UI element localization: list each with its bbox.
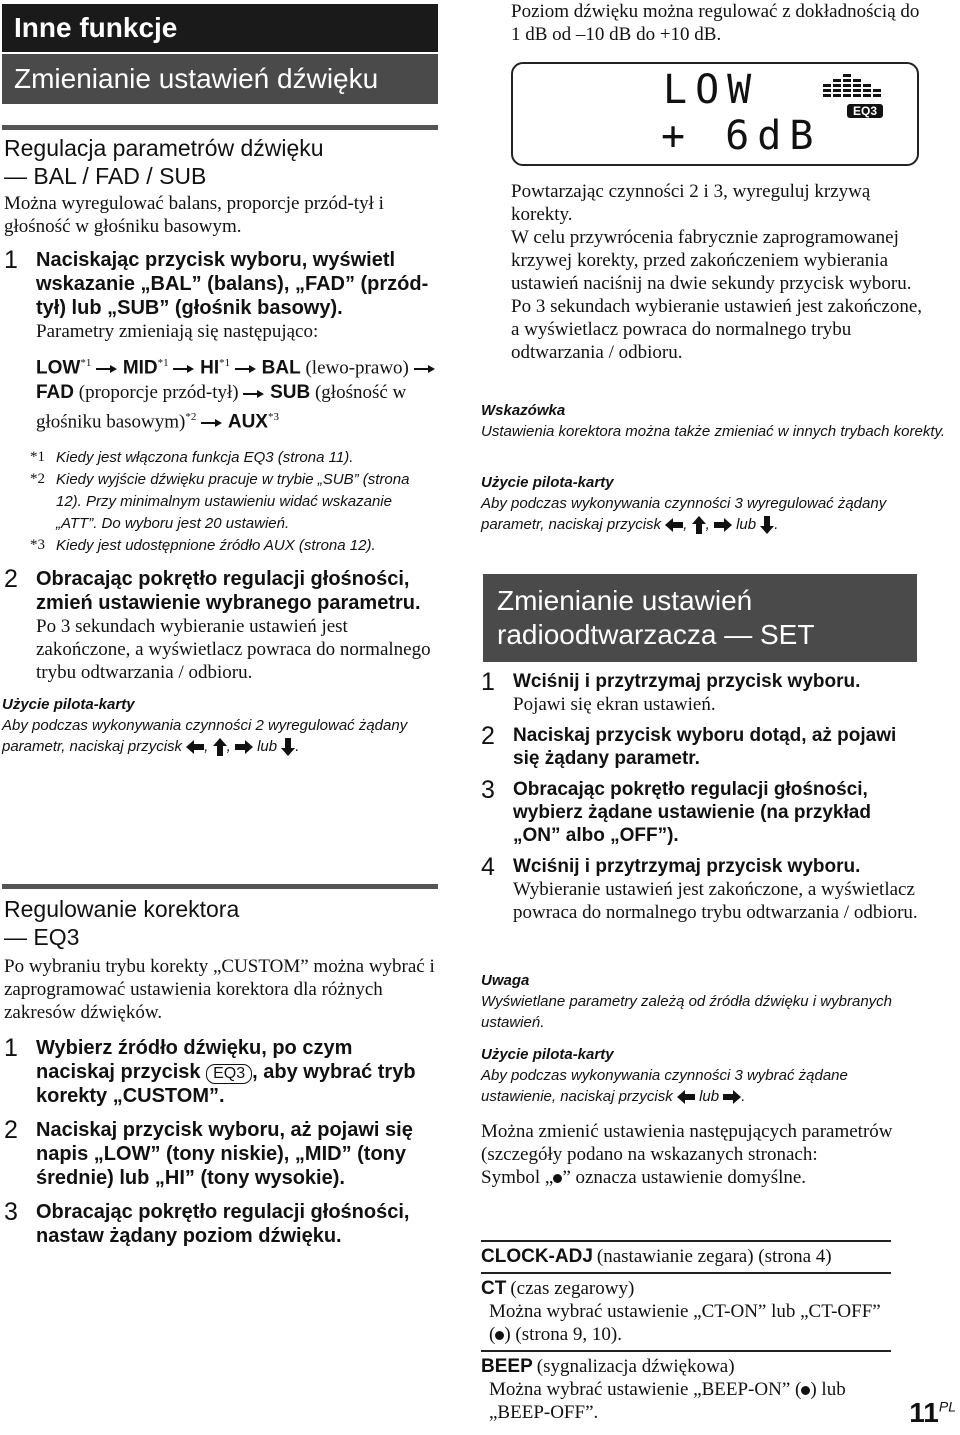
- setting-text-a: Można wybrać ustawienie „CT-ON” lub „CT-OFF” (: [489, 1301, 881, 1345]
- arrow-left-icon: [665, 518, 683, 532]
- remote-text-or: lub: [736, 516, 757, 533]
- step-title: Obracając pokrętło regulacji głośności, nastaw żądany poziom dźwięku.: [36, 1201, 410, 1247]
- page-number-value: 11: [909, 1397, 939, 1428]
- eq-bars-icon: [821, 70, 887, 104]
- lcd-line-2: + 6dB: [661, 113, 822, 159]
- step-number: 1: [4, 1034, 18, 1062]
- symbol-text-a: Symbol „: [481, 1167, 554, 1188]
- step-number: 3: [481, 776, 495, 804]
- footnote: [30, 535, 436, 557]
- eq3-heading-line1: Regulowanie korektora: [4, 896, 240, 922]
- lcd-eq3-badge: EQ3: [847, 104, 883, 118]
- step-number: 3: [4, 1198, 18, 1226]
- step-number: 2: [4, 564, 18, 593]
- subsection-title: Zmienianie ustawień dźwięku: [14, 63, 379, 94]
- bal-step-1: [4, 248, 436, 557]
- remote-text-or: lub: [257, 737, 278, 755]
- seq-aux: AUX: [227, 411, 268, 433]
- step-number: 4: [481, 853, 495, 881]
- arrow-right-icon: [243, 389, 265, 399]
- setting-desc: (sygnalizacja dźwiękowa): [536, 1356, 735, 1377]
- arrow-down-icon: [760, 516, 774, 534]
- arrow-right-icon: [201, 418, 223, 428]
- step-title: Obracając pokrętło regulacji głośności, wybierz żądane ustawienie (na przykład „ON” albo „OFF”).: [513, 779, 871, 846]
- arrow-left-icon: [677, 1090, 695, 1104]
- remote-text-a: Aby podczas wykonywania czynności 3 wybrać żądane ustawienie, naciskaj przycisk: [481, 1067, 848, 1105]
- restore-text: W celu przywrócenia fabrycznie zaprogramowanej krzywej korekty, przed zakończeniem wybierania ustawień naciśnij na dwie sekundy przycisk wyboru.: [511, 227, 912, 294]
- default-dot-icon: [801, 1386, 810, 1395]
- setting-text: [481, 1300, 891, 1346]
- bal-section: [4, 134, 436, 757]
- step-number: 1: [481, 668, 495, 696]
- note-block: [481, 970, 921, 1033]
- seq-mid: MID: [122, 357, 158, 379]
- tip-text: Ustawienia korektora można także zmieniać w innych trybach korekty.: [481, 423, 946, 440]
- bal-intro: Można wyregulować balans, proporcje przód-tył i głośność w głośniku basowym.: [4, 193, 384, 237]
- remote-text: Aby podczas wykonywania czynności 3 wybrać żądane ustawienie, naciskaj przycisk lub .: [481, 1067, 848, 1105]
- setting-clock-adj: [481, 1240, 891, 1268]
- set-step-4: [481, 855, 921, 924]
- eq3-step-3: [4, 1200, 436, 1248]
- footnote: [30, 447, 436, 469]
- footnote-text: Kiedy jest włączona funkcja EQ3 (strona 11).: [56, 448, 354, 466]
- footnote-mark: *3: [267, 411, 279, 424]
- lcd-display: [511, 62, 919, 166]
- level-text: Poziom dźwięku można regulować z dokładnością do 1 dB od –10 dB do +10 dB.: [511, 1, 920, 45]
- bal-heading-line2: — BAL / FAD / SUB: [4, 163, 207, 189]
- setting-ct: [481, 1272, 891, 1346]
- setting-desc: (nastawianie zegara) (strona 4): [596, 1246, 832, 1267]
- bal-heading-line1: Regulacja parametrów dźwięku: [4, 135, 324, 161]
- settings-intro-block: [481, 1120, 901, 1189]
- symbol-text-b: ” oznacza ustawienie domyślne.: [562, 1167, 807, 1188]
- footnotes: [30, 447, 436, 557]
- step-text: Pojawi się ekran ustawień.: [513, 694, 716, 715]
- settings-list: [481, 1240, 891, 1424]
- section-title: Inne funkcje: [14, 12, 178, 43]
- step-title: [36, 1036, 436, 1108]
- step-title: Wciśnij i przytrzymaj przycisk wyboru.: [513, 856, 861, 877]
- note-heading: Uwaga: [481, 972, 530, 989]
- divider: [2, 125, 438, 130]
- step-title: Wciśnij i przytrzymaj przycisk wyboru.: [513, 671, 861, 692]
- seq-sub-desc: (głośność w głośniku basowym): [36, 382, 407, 433]
- step-text: Po 3 sekundach wybieranie ustawień jest zakończone, a wyświetlacz powraca do normalnego trybu odtwarzania / odbioru.: [36, 615, 431, 683]
- symbol-text: [481, 1166, 901, 1189]
- settings-intro: Można zmienić ustawienia następujących parametrów (szczegóły podano na wskazanych stronach:: [481, 1121, 893, 1165]
- remote-heading: Użycie pilota-karty: [2, 695, 135, 713]
- eq3-button-icon: EQ3: [206, 1064, 252, 1084]
- after-text: Po 3 sekundach wybieranie ustawień jest zakończone, a wyświetlacz powraca do normalnego trybu odtwarzania / odbioru.: [511, 296, 923, 363]
- setting-text-b: ) (strona 9, 10).: [504, 1324, 622, 1345]
- set-title: Zmienianie ustawień radioodtwarzacza — SET: [497, 585, 815, 650]
- footnote-mark: *1: [30, 448, 45, 465]
- seq-fad-desc: (proporcje przód-tył): [78, 382, 239, 404]
- footnote-text: Kiedy jest udostępnione źródło AUX (strona 12).: [56, 536, 376, 554]
- step-title: Obracając pokrętło regulacji głośności, zmień ustawienie wybranego parametru.: [36, 567, 421, 614]
- bal-step-2: [4, 564, 436, 684]
- setting-beep: [481, 1350, 891, 1424]
- remote-note-2: [481, 1044, 921, 1107]
- setting-text-a: Można wybrać ustawienie „BEEP-ON” (: [489, 1379, 802, 1400]
- note-text: Wyświetlane parametry zależą od źródła dźwięku i wybranych ustawień.: [481, 993, 893, 1031]
- separator: ,: [226, 737, 231, 755]
- arrow-left-icon: [186, 740, 204, 754]
- parameter-sequence: [36, 351, 436, 435]
- footnote-mark: *2: [30, 470, 45, 487]
- arrow-down-icon: [281, 738, 295, 756]
- arrow-up-icon: [692, 516, 706, 534]
- remote-note: [2, 694, 436, 757]
- seq-sub: SUB: [270, 382, 311, 404]
- remote-text: Aby podczas wykonywania czynności 2 wyregulować żądany parametr, naciskaj przycisk , , lub .: [2, 716, 408, 755]
- arrow-right-icon: [414, 364, 436, 374]
- set-title-bar: [483, 574, 917, 662]
- eq3-continued: [511, 180, 931, 364]
- eq3-step-1: [4, 1036, 436, 1108]
- seq-hi: HI: [200, 357, 220, 379]
- seq-low: LOW: [36, 357, 81, 379]
- step-number: 2: [4, 1116, 18, 1144]
- tip-heading: Wskazówka: [481, 402, 566, 419]
- separator: ,: [683, 516, 688, 533]
- arrow-right-icon: [235, 364, 257, 374]
- step-title: Naciskaj przycisk wyboru, aż pojawi się napis „LOW” (tony niskie), „MID” (tony średnie) lub „HI” (tony wysokie).: [36, 1119, 413, 1189]
- arrow-right-icon: [235, 740, 253, 754]
- eq3-heading-line2: — EQ3: [4, 924, 80, 950]
- remote-heading: Użycie pilota-karty: [481, 1046, 614, 1063]
- arrow-right-icon: [96, 364, 118, 374]
- step-title-b: , aby wybrać tryb korekty „CUSTOM”.: [36, 1061, 416, 1107]
- arrow-right-icon: [714, 518, 732, 532]
- remote-text: Aby podczas wykonywania czynności 3 wyregulować żądany parametr, naciskaj przycisk , , lub .: [481, 495, 887, 533]
- footnote-mark: *3: [30, 536, 45, 553]
- page-number: [909, 1397, 956, 1429]
- set-step-3: [481, 778, 921, 847]
- footnote-mark: *2: [185, 411, 197, 424]
- footnote-mark: *1: [157, 357, 169, 369]
- seq-bal: BAL: [261, 357, 301, 379]
- set-step-2: [481, 724, 921, 770]
- step-title-a: Wybierz źródło dźwięku, po czym naciskaj przycisk: [36, 1037, 353, 1083]
- set-steps: [481, 670, 921, 924]
- default-dot-icon: [553, 1174, 562, 1183]
- eq3-step-2: [4, 1118, 436, 1190]
- setting-text-b: ) lub „BEEP-OFF”.: [489, 1379, 846, 1423]
- arrow-right-icon: [173, 364, 195, 374]
- default-dot-icon: [495, 1331, 504, 1340]
- step-title: Naciskając przycisk wyboru, wyświetl wskazanie „BAL” (balans), „FAD” (przód-tył) lub „SUB” (głośnik basowy).: [36, 249, 429, 319]
- setting-title: CLOCK-ADJ: [481, 1246, 593, 1267]
- separator: ,: [204, 737, 209, 755]
- setting-text: [481, 1378, 891, 1424]
- repeat-text: Powtarzając czynności 2 i 3, wyreguluj krzywą korekty.: [511, 181, 871, 225]
- tip-block: [481, 400, 951, 442]
- setting-title: CT: [481, 1278, 507, 1299]
- footnote-mark: *1: [219, 357, 231, 369]
- arrow-right-icon: [723, 1090, 741, 1104]
- remote-text-a: Aby podczas wykonywania czynności 3 wyregulować żądany parametr, naciskaj przycisk: [481, 495, 887, 533]
- footnote-text: Kiedy wyjście dźwięku pracuje w trybie „SUB” (strona 12). Przy minimalnym ustawieniu widać wskazanie „ATT”. Do wyboru jest 20 ustawień.: [56, 470, 410, 532]
- setting-title: BEEP: [481, 1356, 533, 1377]
- subsection-title-bar: [2, 54, 438, 104]
- setting-desc: (czas zegarowy): [510, 1278, 635, 1299]
- section-title-bar: [2, 4, 438, 52]
- set-step-1: [481, 670, 921, 716]
- step-title: Naciskaj przycisk wyboru dotąd, aż pojawi się żądany parametr.: [513, 725, 897, 769]
- step-number: 2: [481, 722, 495, 750]
- eq3-section: [4, 895, 436, 1248]
- step-text: Wybieranie ustawień jest zakończone, a wyświetlacz powraca do normalnego trybu odtwarzania / odbioru.: [513, 879, 918, 923]
- lcd-line-1: LOW: [663, 67, 760, 113]
- seq-bal-desc: (lewo-prawo): [305, 357, 409, 379]
- remote-text-a: Aby podczas wykonywania czynności 2 wyregulować żądany parametr, naciskaj przycisk: [2, 716, 408, 755]
- seq-fad: FAD: [36, 382, 74, 404]
- footnote-mark: *1: [80, 357, 92, 369]
- divider: [2, 884, 438, 889]
- eq3-intro: Po wybraniu trybu korekty „CUSTOM” można wybrać i zaprogramować ustawienia korektora dla różnych zakresów dźwięków.: [4, 956, 435, 1023]
- arrow-up-icon: [213, 738, 227, 756]
- step-number: 1: [4, 246, 18, 274]
- step-text: Parametry zmieniają się następująco:: [36, 321, 319, 342]
- remote-heading: Użycie pilota-karty: [481, 474, 614, 491]
- page-suffix: PL: [938, 1398, 956, 1415]
- footnote: [30, 469, 436, 535]
- remote-text-or: lub: [699, 1088, 720, 1105]
- separator: ,: [705, 516, 710, 533]
- remote-note: [481, 472, 951, 535]
